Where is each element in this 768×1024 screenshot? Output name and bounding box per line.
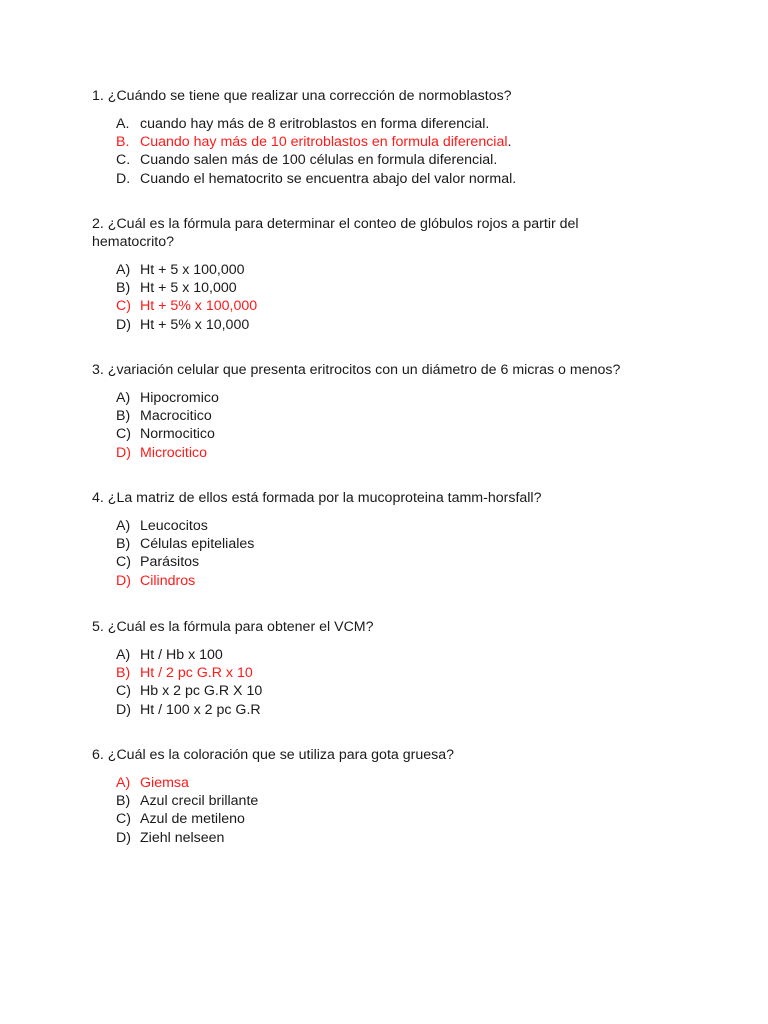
option-text: Normocitico [140, 426, 215, 443]
option-c [116, 553, 652, 571]
option-b [116, 792, 652, 810]
option-letter: A) [116, 262, 131, 278]
option-text-correct: Ht / 2 pc G.R x 10 [140, 665, 253, 682]
answer-options [92, 115, 652, 188]
question-text: 1. ¿Cuándo se tiene que realizar una corrección de normoblastos? [92, 88, 512, 104]
option-letter: B) [116, 408, 131, 425]
option-text: Ziehl nelseen [140, 829, 225, 846]
option-c [116, 682, 652, 700]
option-a [116, 115, 652, 133]
option-text: Azul de metileno [140, 811, 245, 828]
option-b [116, 133, 652, 151]
option-letter: B) [116, 665, 131, 682]
option-letter: D) [116, 444, 131, 461]
option-a [116, 774, 652, 792]
answer-options [92, 517, 652, 590]
question-1 [92, 87, 652, 188]
option-letter: D) [116, 701, 131, 718]
option-text-correct: Cuando hay más de 10 eritroblastos en formula diferencial [140, 134, 508, 151]
option-text: Parásitos [140, 554, 200, 571]
question-text: 3. ¿variación celular que presenta eritrocitos con un diámetro de 6 micras o menos? [92, 362, 621, 378]
option-d [116, 829, 652, 847]
option-letter: C. [116, 152, 131, 169]
option-text: Células epiteliales [140, 536, 255, 553]
option-letter: C) [116, 426, 131, 443]
option-letter: D) [116, 316, 131, 333]
option-text: Hipocromico [140, 390, 219, 406]
option-a [116, 389, 652, 407]
option-letter: B) [116, 280, 131, 297]
option-b [116, 664, 652, 682]
option-letter: A. [116, 116, 130, 132]
option-b [116, 407, 652, 425]
option-letter: B) [116, 793, 131, 810]
question-text: 5. ¿Cuál es la fórmula para obtener el VCM? [92, 619, 374, 635]
option-c [116, 425, 652, 443]
option-letter: C) [116, 554, 131, 571]
option-c [116, 297, 652, 315]
option-d [116, 701, 652, 719]
option-b [116, 279, 652, 297]
option-letter: C) [116, 811, 131, 828]
option-text: Ht + 5 x 100,000 [140, 262, 245, 278]
answer-options [92, 774, 652, 847]
question-5 [92, 618, 652, 719]
option-c [116, 810, 652, 828]
option-text: Ht / 100 x 2 pc G.R [140, 701, 261, 718]
question-3 [92, 361, 652, 462]
answer-options [92, 261, 652, 334]
option-letter: D. [116, 170, 131, 187]
option-text: Leucocitos [140, 518, 208, 534]
option-a [116, 517, 652, 535]
option-letter: A) [116, 390, 131, 406]
option-text: Macrocitico [140, 408, 212, 425]
answer-options [92, 646, 652, 719]
option-text: Ht / Hb x 100 [140, 647, 223, 663]
option-d [116, 316, 652, 334]
question-6 [92, 746, 652, 847]
option-letter: B. [116, 134, 130, 151]
option-letter: D) [116, 829, 131, 846]
option-text: Cuando el hematocrito se encuentra abajo del valor normal. [140, 170, 517, 187]
option-letter: A) [116, 647, 131, 663]
option-tail: . [507, 134, 512, 151]
option-letter: C) [116, 683, 131, 700]
option-a [116, 261, 652, 279]
question-text: 4. ¿La matriz de ellos está formada por la mucoproteina tamm-horsfall? [92, 490, 542, 506]
option-text: cuando hay más de 8 eritroblastos en forma diferencial. [140, 116, 490, 132]
option-d [116, 444, 652, 462]
question-4 [92, 489, 652, 590]
option-text: Ht + 5 x 10,000 [140, 280, 237, 297]
question-text: 2. ¿Cuál es la fórmula para determinar el conteo de glóbulos rojos a partir del hematocrito? [92, 216, 579, 250]
question-text: 6. ¿Cuál es la coloración que se utiliza para gota gruesa? [92, 747, 454, 763]
option-text-correct: Microcitico [140, 444, 208, 461]
option-text: Hb x 2 pc G.R X 10 [140, 683, 263, 700]
option-b [116, 535, 652, 553]
option-text: Cuando salen más de 100 células en formula diferencial. [140, 152, 498, 169]
option-letter: D) [116, 572, 131, 589]
option-text: Ht + 5% x 10,000 [140, 316, 250, 333]
option-text: Azul crecil brillante [140, 793, 259, 810]
option-text-correct: Cilindros [140, 572, 196, 589]
option-a [116, 646, 652, 664]
option-d [116, 170, 652, 188]
option-letter: A) [116, 775, 131, 791]
answer-options [92, 389, 652, 462]
option-c [116, 151, 652, 169]
option-letter: C) [116, 298, 131, 315]
option-text-correct: Giemsa [140, 775, 189, 791]
question-2 [92, 215, 652, 334]
option-d [116, 572, 652, 590]
option-letter: B) [116, 536, 131, 553]
option-text-correct: Ht + 5% x 100,000 [140, 298, 258, 315]
option-letter: A) [116, 518, 131, 534]
